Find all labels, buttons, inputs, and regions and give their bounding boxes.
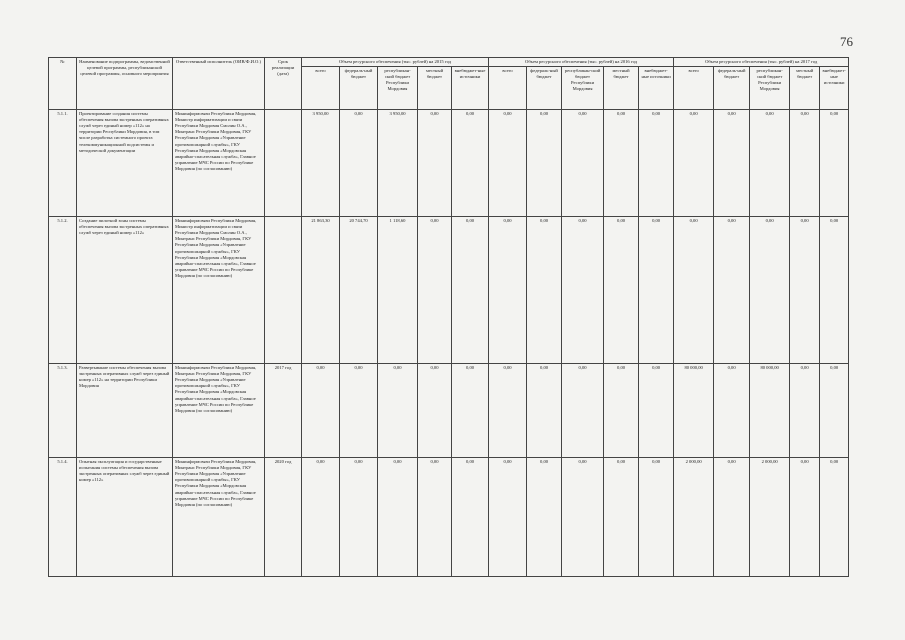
- value-cell: 1 118,60: [378, 217, 418, 364]
- value-cell: 0,00: [750, 217, 790, 364]
- value-cell: 0,00: [750, 110, 790, 217]
- value-cell: 0,00: [714, 110, 750, 217]
- row-deadline: [265, 110, 302, 217]
- value-cell: 80 000,00: [750, 364, 790, 458]
- header-republic: республикан-ский бюджет Республики Мордовия: [562, 67, 604, 110]
- value-cell: 0,00: [378, 364, 418, 458]
- header-local: местный бюджет: [604, 67, 639, 110]
- row-name: Создание пилотной зоны системы обеспечения вызова экстренных оперативных служб через единый номер «112»: [77, 217, 173, 364]
- row-deadline: 2017 год: [265, 364, 302, 458]
- header-extrabudget: внебюджет-ные источники: [820, 67, 849, 110]
- header-total: всего: [674, 67, 714, 110]
- row-executor: Мининформсвязи Республики Мордовия, Министр информатизации и связи Республики Мордовия Смолин О.А., Минтранс Республики Мордовия, ГКУ Республики Мордовия «Управление противопожарной службы», ГКУ Республики Мордовия «Мордовская аварийно-спасательная служба», Главное управление МЧС России по Республике Мордовия (по согласованию): [173, 217, 265, 364]
- header-republic: республикан-ский бюджет Республики Мордовия: [378, 67, 418, 110]
- value-cell: 0,00: [489, 364, 527, 458]
- header-deadline: Срок реализации (дата): [265, 58, 302, 110]
- header-year-2017: Объем ресурсного обеспечения (тыс. рублей) на 2017 год: [674, 58, 849, 67]
- row-number: 5.1.2.: [49, 217, 77, 364]
- value-cell: 3 950,00: [302, 110, 340, 217]
- header-local: местный бюджет: [790, 67, 820, 110]
- value-cell: 2 000,00: [674, 458, 714, 577]
- value-cell: 0,00: [639, 217, 674, 364]
- value-cell: 0,00: [674, 110, 714, 217]
- value-cell: 0,00: [562, 110, 604, 217]
- header-total: всего: [489, 67, 527, 110]
- header-extrabudget: внебюджет-ные источники: [452, 67, 489, 110]
- header-year-2016: Объем ресурсного обеспечения (тыс. рублей) на 2016 год: [489, 58, 674, 67]
- value-cell: 0,00: [604, 458, 639, 577]
- value-cell: 0,00: [790, 110, 820, 217]
- value-cell: 0,00: [790, 217, 820, 364]
- value-cell: 0,00: [604, 364, 639, 458]
- header-republic: республикан-ский бюджет Республики Мордовия: [750, 67, 790, 110]
- value-cell: 0,00: [562, 364, 604, 458]
- value-cell: 0,00: [302, 364, 340, 458]
- value-cell: 0,00: [604, 110, 639, 217]
- value-cell: 3 950,00: [378, 110, 418, 217]
- table-row: [49, 458, 849, 577]
- row-executor: Мининформсвязи Республики Мордовия, Минтранс Республики Мордовия, ГКУ Республики Мордовия «Управление противопожарной службы», ГКУ Республики Мордовия «Мордовская аварийно-спасательная служба», Главное управление МЧС России по Республике Мордовия (по согласованию): [173, 364, 265, 458]
- header-local: местный бюджет: [418, 67, 452, 110]
- value-cell: 0,00: [489, 458, 527, 577]
- header-federal: федераль-ный бюджет: [340, 67, 378, 110]
- value-cell: 0,00: [820, 364, 849, 458]
- header-extrabudget: внебюджет-ные источники: [639, 67, 674, 110]
- value-cell: 0,00: [820, 458, 849, 577]
- value-cell: 0,00: [562, 217, 604, 364]
- value-cell: 0,00: [452, 458, 489, 577]
- row-number: 5.1.4.: [49, 458, 77, 577]
- value-cell: 0,00: [714, 217, 750, 364]
- row-deadline: [265, 217, 302, 364]
- value-cell: 0,00: [527, 364, 562, 458]
- page-number: 76: [840, 34, 853, 49]
- header-total: всего: [302, 67, 340, 110]
- table-row: [49, 110, 849, 217]
- row-executor: Мининформсвязи Республики Мордовия, Министр информатизации и связи Республики Мордовия Смолин О.А., Минтранс Республики Мордовия, ГКУ Республики Мордовия «Управление противопожарной службы», ГКУ Республики Мордовия «Мордовская аварийно-спасательная служба», Главное управление МЧС России по Республике Мордовия (по согласованию): [173, 110, 265, 217]
- value-cell: 0,00: [452, 364, 489, 458]
- value-cell: 0,00: [418, 217, 452, 364]
- value-cell: 20 744,70: [340, 217, 378, 364]
- value-cell: 0,00: [714, 364, 750, 458]
- value-cell: 0,00: [340, 458, 378, 577]
- value-cell: 0,00: [714, 458, 750, 577]
- value-cell: 2 000,00: [750, 458, 790, 577]
- header-executor: Ответственный исполнитель (ОИВ/Ф.И.О.): [173, 58, 265, 110]
- row-name: Проектирование создания системы обеспечения вызова экстренных оперативных служб через единый номер «112» на территории Республики Мордовия, в том числе разработка системного проекта телекоммуникационной подсистемы и методической документации: [77, 110, 173, 217]
- header-num: №: [49, 58, 77, 110]
- table-row: [49, 364, 849, 458]
- row-number: 5.1.1.: [49, 110, 77, 217]
- value-cell: 0,00: [452, 110, 489, 217]
- resource-table: [48, 57, 849, 577]
- value-cell: 0,00: [674, 217, 714, 364]
- value-cell: 0,00: [340, 110, 378, 217]
- value-cell: 0,00: [639, 110, 674, 217]
- value-cell: 0,00: [452, 217, 489, 364]
- value-cell: 0,00: [489, 217, 527, 364]
- value-cell: 0,00: [604, 217, 639, 364]
- value-cell: 0,00: [489, 110, 527, 217]
- row-name: Развертывание системы обеспечения вызова экстренных оперативных служб через единый номер «112» на территории Республики Мордовия: [77, 364, 173, 458]
- value-cell: 0,00: [527, 458, 562, 577]
- row-number: 5.1.3.: [49, 364, 77, 458]
- value-cell: 0,00: [418, 110, 452, 217]
- header-federal: федераль-ный бюджет: [527, 67, 562, 110]
- header-federal: федераль-ный бюджет: [714, 67, 750, 110]
- value-cell: 0,00: [820, 110, 849, 217]
- row-name: Опытная эксплуатация и государственные испытания системы обеспечения вызова экстренных оперативных служб через единый номер «112»: [77, 458, 173, 577]
- value-cell: 0,00: [820, 217, 849, 364]
- value-cell: 21 863,30: [302, 217, 340, 364]
- value-cell: 0,00: [527, 110, 562, 217]
- value-cell: 0,00: [527, 217, 562, 364]
- value-cell: 0,00: [378, 458, 418, 577]
- row-deadline: 2020 год: [265, 458, 302, 577]
- value-cell: 0,00: [302, 458, 340, 577]
- value-cell: 0,00: [639, 364, 674, 458]
- header-year-2015: Объем ресурсного обеспечения (тыс. рублей) на 2015 год: [302, 58, 489, 67]
- value-cell: 0,00: [340, 364, 378, 458]
- value-cell: 0,00: [790, 364, 820, 458]
- value-cell: 80 000,00: [674, 364, 714, 458]
- value-cell: 0,00: [418, 364, 452, 458]
- table-row: [49, 217, 849, 364]
- value-cell: 0,00: [639, 458, 674, 577]
- row-executor: Мининформсвязи Республики Мордовия, Минтранс Республики Мордовия, ГКУ Республики Мордовия «Управление противопожарной службы», ГКУ Республики Мордовия «Мордовская аварийно-спасательная служба», Главное управление МЧС России по Республике Мордовия (по согласованию): [173, 458, 265, 577]
- value-cell: 0,00: [562, 458, 604, 577]
- value-cell: 0,00: [418, 458, 452, 577]
- value-cell: 0,00: [790, 458, 820, 577]
- header-name: Наименование подпрограммы, ведомственной целевой программы, республиканской целевой программы, основного мероприятия: [77, 58, 173, 110]
